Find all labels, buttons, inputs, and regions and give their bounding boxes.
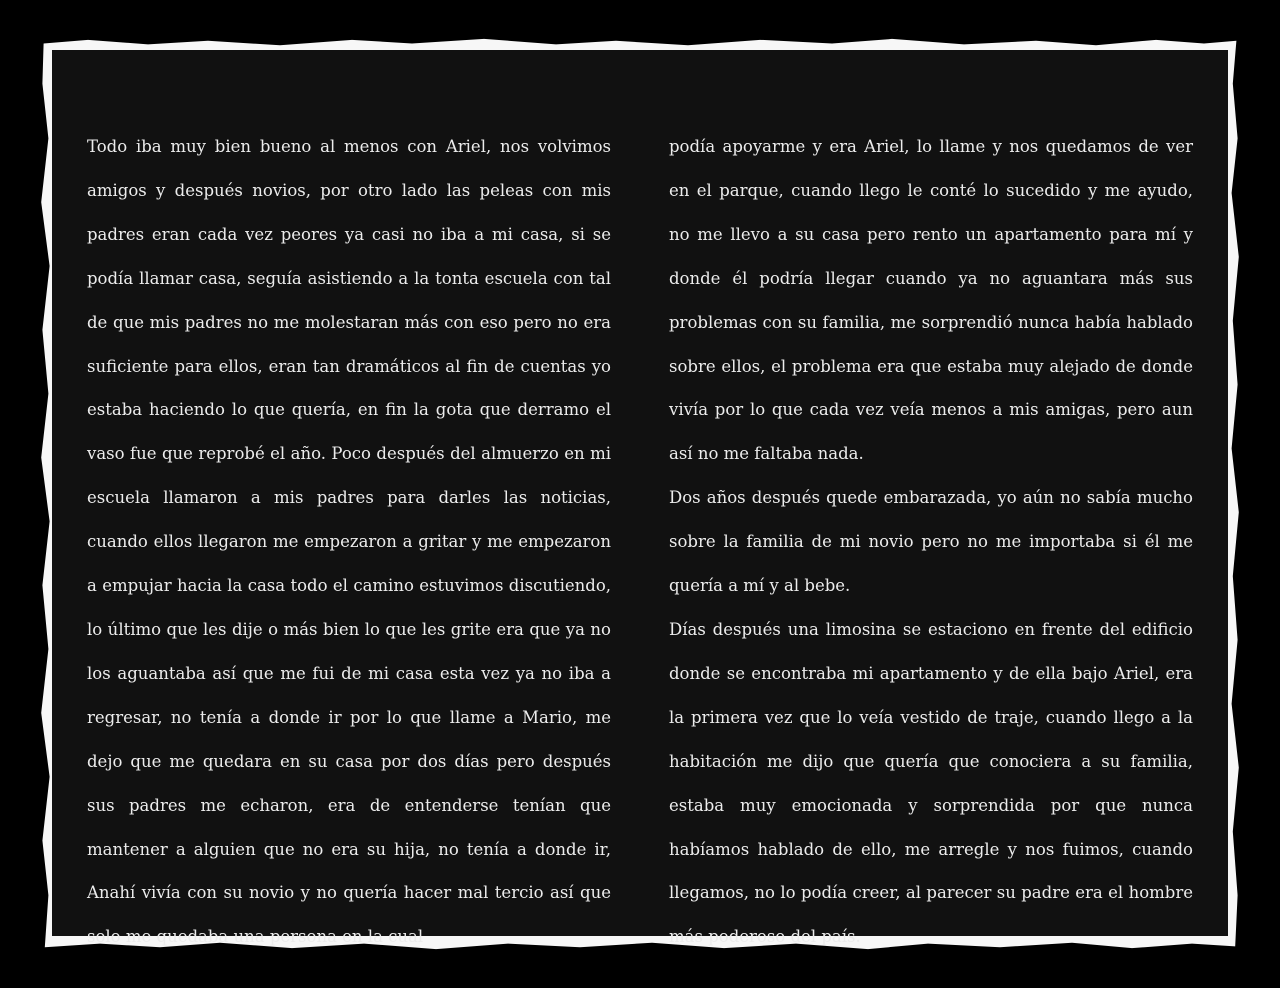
right-text-column [669,125,1193,959]
left-text-column [87,125,611,959]
paragraph: Todo iba muy bien bueno al menos con Ariel, nos volvimos amigos y después novios, por otro lado las peleas con mis padres eran cada vez peores ya casi no iba a mi casa, si se podía llamar casa, seguía asistiendo a la tonta escuela con tal de que mis padres no me molestaran más con eso pero no era suficiente para ellos, eran tan dramáticos al fin de cuentas yo estaba haciendo lo que quería, en fin la gota que derramo el vaso fue que reprobé el año. Poco después del almuerzo en mi escuela llamaron a mis padres para darles las noticias, cuando ellos llegaron me empezaron a gritar y me empezaron a empujar hacia la casa todo el camino estuvimos discutiendo, lo último que les dije o más bien lo que les grite era que ya no los aguantaba así que me fui de mi casa esta vez ya no iba a regresar, no tenía a donde ir por lo que llame a Mario, me dejo que me quedara en su casa por dos días pero después sus padres me echaron, era de entenderse tenían que mantener a alguien que no era su hija, no tenía a donde ir, Anahí vivía con su novio y no quería hacer mal tercio así que solo me quedaba una persona en la cual [87,137,611,947]
paragraph: Días después una limosina se estaciono en frente del edificio donde se encontraba mi apartamento y de ella bajo Ariel, era la primera vez que lo veía vestido de traje, cuando llego a la habitación me dijo que quería que conociera a su familia, estaba muy emocionada y sorprendida por que nunca habíamos hablado de ello, me arregle y nos fuimos, cuando llegamos, no lo podía creer, al parecer su padre era el hombre más poderoso del país. [669,619,1193,947]
paragraph: Dos años después quede embarazada, yo aún no sabía mucho sobre la familia de mi novio pero no me importaba si él me quería a mí y al bebe. [669,488,1193,596]
paragraph: podía apoyarme y era Ariel, lo llame y nos quedamos de ver en el parque, cuando llego le conté lo sucedido y me ayudo, no me llevo a su casa pero rento un apartamento para mí y donde él podría llegar cuando ya no aguantara más sus problemas con su familia, me sorprendió nunca había hablado sobre ellos, el problema era que estaba muy alejado de donde vivía por lo que cada vez veía menos a mis amigas, pero aun así no me faltaba nada. [669,137,1193,464]
